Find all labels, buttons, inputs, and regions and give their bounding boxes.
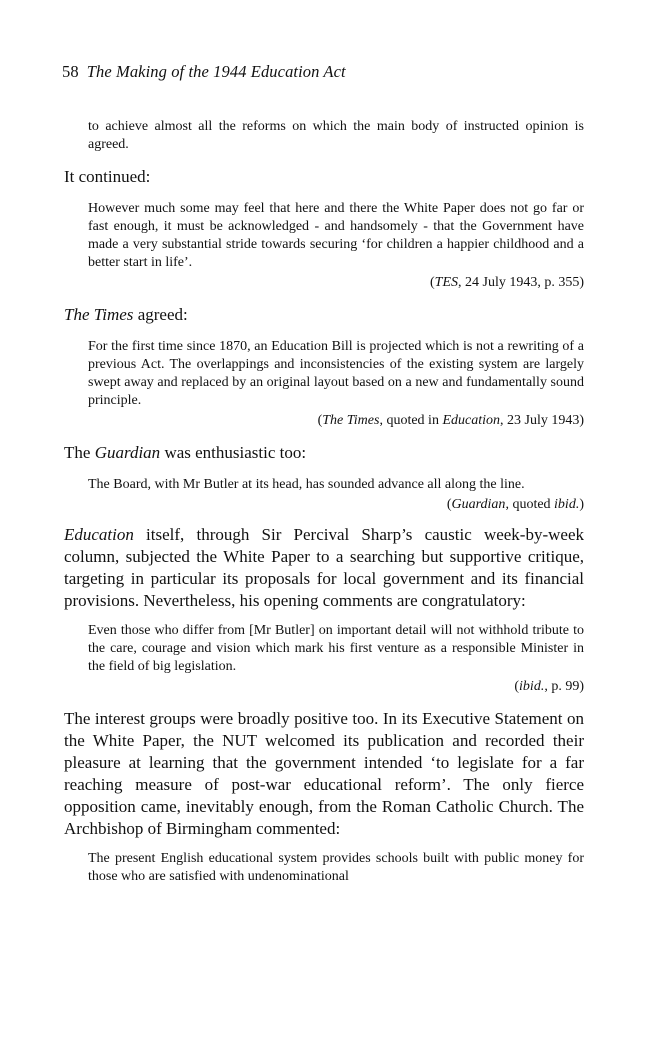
block-quote-4-text: The Board, with Mr Butler at its head, has sounded advance all along the line. xyxy=(88,477,525,492)
page-body xyxy=(64,118,584,886)
block-quote-3 xyxy=(88,338,584,430)
block-quote-5-text: Even those who differ from [Mr Butler] on important detail will not withhold tribute to the care, courage and vision which mark his first venture as a responsible Minister in the field of big legislation. xyxy=(88,623,584,674)
block-quote-1 xyxy=(88,118,584,154)
running-head xyxy=(62,62,346,82)
block-quote-3-text: For the first time since 1870, an Education Bill is projected which is not a rewriting of a previous Act. The overlappings and inconsistencies of the existing system are largely swept away and replaced by an original layout based on a new and fundamentally sound principle. xyxy=(88,339,584,408)
citation-source-2: ibid. xyxy=(554,497,580,512)
block-quote-6-text: The present English educational system provides schools built with public money for those who are satisfied with undenominational xyxy=(88,851,584,884)
block-quote-5-citation: (ibid., p. 99) xyxy=(514,679,584,694)
block-quote-2-text: However much some may feel that here and there the White Paper does not go far or fast enough, it must be acknowledged - and handsomely - that the Government have made a very substantial stride towards securing ‘for children a happier childhood and a better start in life’. xyxy=(88,201,584,270)
lead-guardian-title: Guardian xyxy=(94,443,161,462)
citation-source: ibid. xyxy=(519,679,545,694)
page-number: 58 xyxy=(62,62,79,81)
citation-source: TES xyxy=(434,275,458,290)
lead-times-agreed: The Times agreed: xyxy=(64,305,188,324)
paragraph-education: Education itself, through Sir Percival Sharp’s caustic week-by-week column, subjected the White Paper to a searching but supportive critique, targeting in particular its proposals for local government and its financial provisions. Nevertheless, his opening comments are congratulatory: xyxy=(64,525,584,610)
paragraph-interest-groups: The interest groups were broadly positive too. In its Executive Statement on the White Paper, the NUT welcomed its publication and recorded their pleasure at learning that the government intended ‘to legislate for a far reaching measure of post-war educational reform’. The only fierce opposition came, inevitably enough, from the Roman Catholic Church. The Archbishop of Birmingham commented: xyxy=(64,709,584,838)
block-quote-5 xyxy=(88,622,584,696)
citation-source-2: Education xyxy=(442,413,500,428)
block-quote-6 xyxy=(88,850,584,886)
running-head-title: The Making of the 1944 Education Act xyxy=(86,62,346,81)
paragraph-education-title: Education xyxy=(64,525,134,544)
citation-source: The Times xyxy=(322,413,380,428)
citation-source: Guardian xyxy=(451,497,506,512)
lead-it-continued: It continued: xyxy=(64,167,151,186)
block-quote-1-text: to achieve almost all the reforms on which the main body of instructed opinion is agreed. xyxy=(88,119,584,152)
block-quote-4-citation: (Guardian, quoted ibid.) xyxy=(446,497,584,512)
block-quote-2 xyxy=(88,200,584,292)
block-quote-2-citation: (TES, 24 July 1943, p. 355) xyxy=(429,275,584,290)
lead-times-title: The Times xyxy=(64,305,134,324)
lead-guardian: The Guardian was enthusiastic too: xyxy=(64,443,307,462)
block-quote-4 xyxy=(88,476,584,514)
block-quote-3-citation: (The Times, quoted in Education, 23 July 1943) xyxy=(317,413,584,428)
